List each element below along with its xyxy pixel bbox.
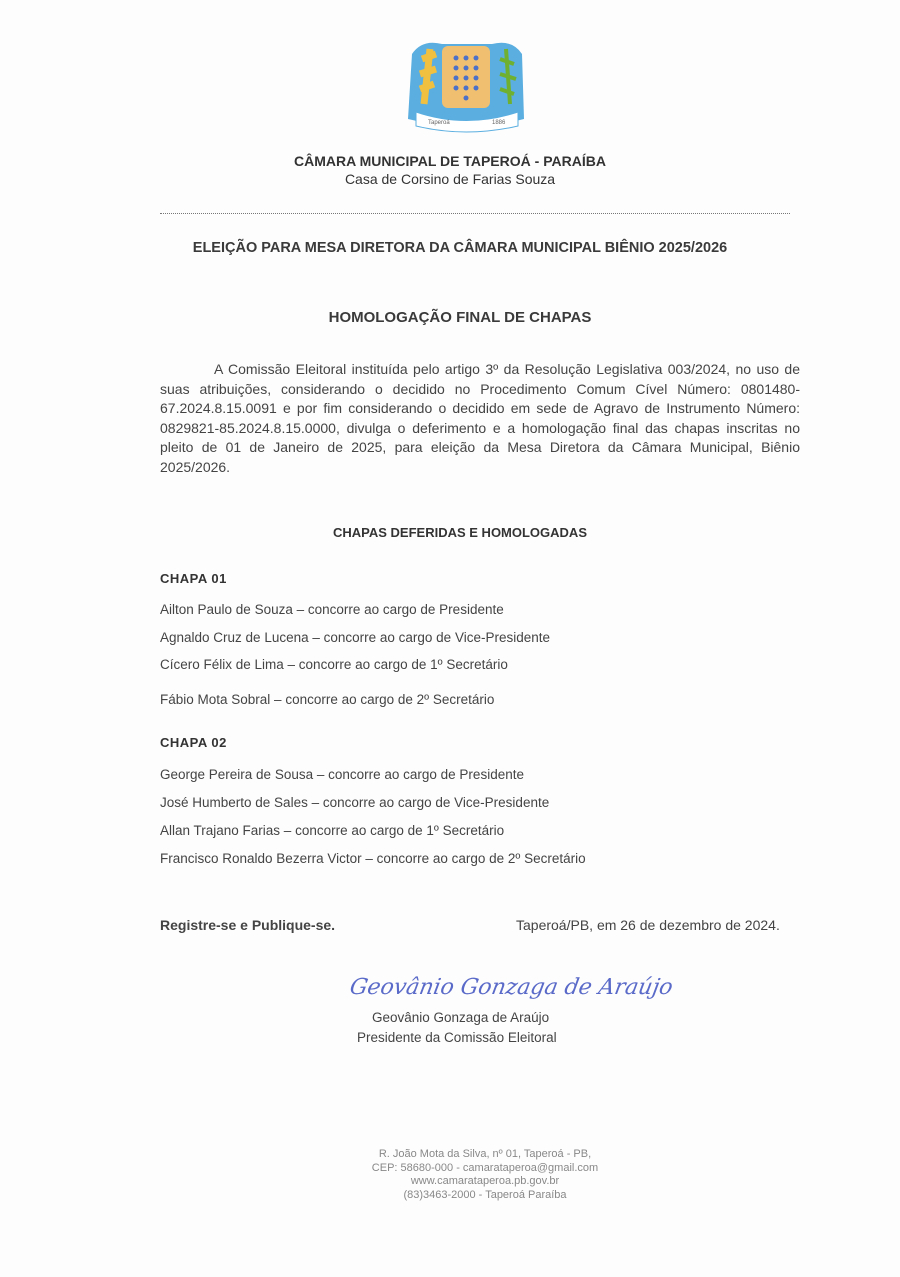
signatory-name: Geovânio Gonzaga de Araújo xyxy=(372,1010,550,1025)
body-paragraph xyxy=(160,360,800,478)
list-item: José Humberto de Sales – concorre ao cargo de Vice-Presidente xyxy=(160,795,550,810)
footer-line: R. João Mota da Silva, nº 01, Taperoá - PB, xyxy=(378,1148,592,1160)
paragraph-text: A Comissão Eleitoral instituída pelo artigo 3º da Resolução Legislativa 003/2024, no uso de suas atribuições, considerando o decidido no Procedimento Comum Cível Número: 0801480-67.2024.8.15.0091 e por fim considerando o decidido em sede de Agravo de Instrumento Número: 0829821-85.2024.8.15.0000, divulga o deferimento e a homologação final das chapas inscritas no pleito de 01 de Janeiro de 2025, para eleição da Mesa Diretora da Câmara Municipal, Biênio 2025/2026. xyxy=(160,361,800,475)
chapa-label: CHAPA 01 xyxy=(160,571,227,586)
coat-of-arms-logo xyxy=(402,34,530,134)
logo-text-right: 1886 xyxy=(492,120,506,126)
list-item: Cícero Félix de Lima – concorre ao cargo de 1º Secretário xyxy=(160,657,508,672)
closing-text: Registre-se e Publique-se. xyxy=(160,917,336,933)
handwritten-signature: Geovânio Gonzaga de Araújo xyxy=(347,975,675,1000)
footer-line: (83)3463-2000 - Taperoá Paraíba xyxy=(403,1188,567,1201)
document-title: ELEIÇÃO PARA MESA DIRETORA DA CÂMARA MUNICIPAL BIÊNIO 2025/2026 xyxy=(192,240,728,256)
institution-name: CÂMARA MUNICIPAL DE TAPEROÁ - PARAÍBA xyxy=(294,153,606,169)
chapa-label: CHAPA 02 xyxy=(160,735,227,750)
divider xyxy=(160,213,790,214)
list-item: George Pereira de Sousa – concorre ao cargo de Presidente xyxy=(160,767,524,782)
list-item: Allan Trajano Farias – concorre ao cargo de 1º Secretário xyxy=(160,823,505,838)
footer-line: www.camarataperoa.pb.gov.br xyxy=(410,1175,560,1187)
list-item: Francisco Ronaldo Bezerra Victor – concorre ao cargo de 2º Secretário xyxy=(160,851,586,866)
logo-text-left: Taperoá xyxy=(428,120,450,126)
list-item: Agnaldo Cruz de Lucena – concorre ao cargo de Vice-Presidente xyxy=(160,630,550,645)
section-title: CHAPAS DEFERIDAS E HOMOLOGADAS xyxy=(333,525,587,540)
list-item: Fábio Mota Sobral – concorre ao cargo de 2º Secretário xyxy=(160,692,495,707)
footer-address xyxy=(35,1148,900,1202)
list-item: Ailton Paulo de Souza – concorre ao cargo de Presidente xyxy=(160,602,504,617)
footer-line: CEP: 58680-000 - camarataperoa@gmail.com xyxy=(371,1161,599,1174)
signatory-role: Presidente da Comissão Eleitoral xyxy=(357,1030,557,1045)
house-name: Casa de Corsino de Farias Souza xyxy=(344,171,556,187)
document-subtitle: HOMOLOGAÇÃO FINAL DE CHAPAS xyxy=(328,309,592,326)
place-date: Taperoá/PB, em 26 de dezembro de 2024. xyxy=(516,917,780,933)
